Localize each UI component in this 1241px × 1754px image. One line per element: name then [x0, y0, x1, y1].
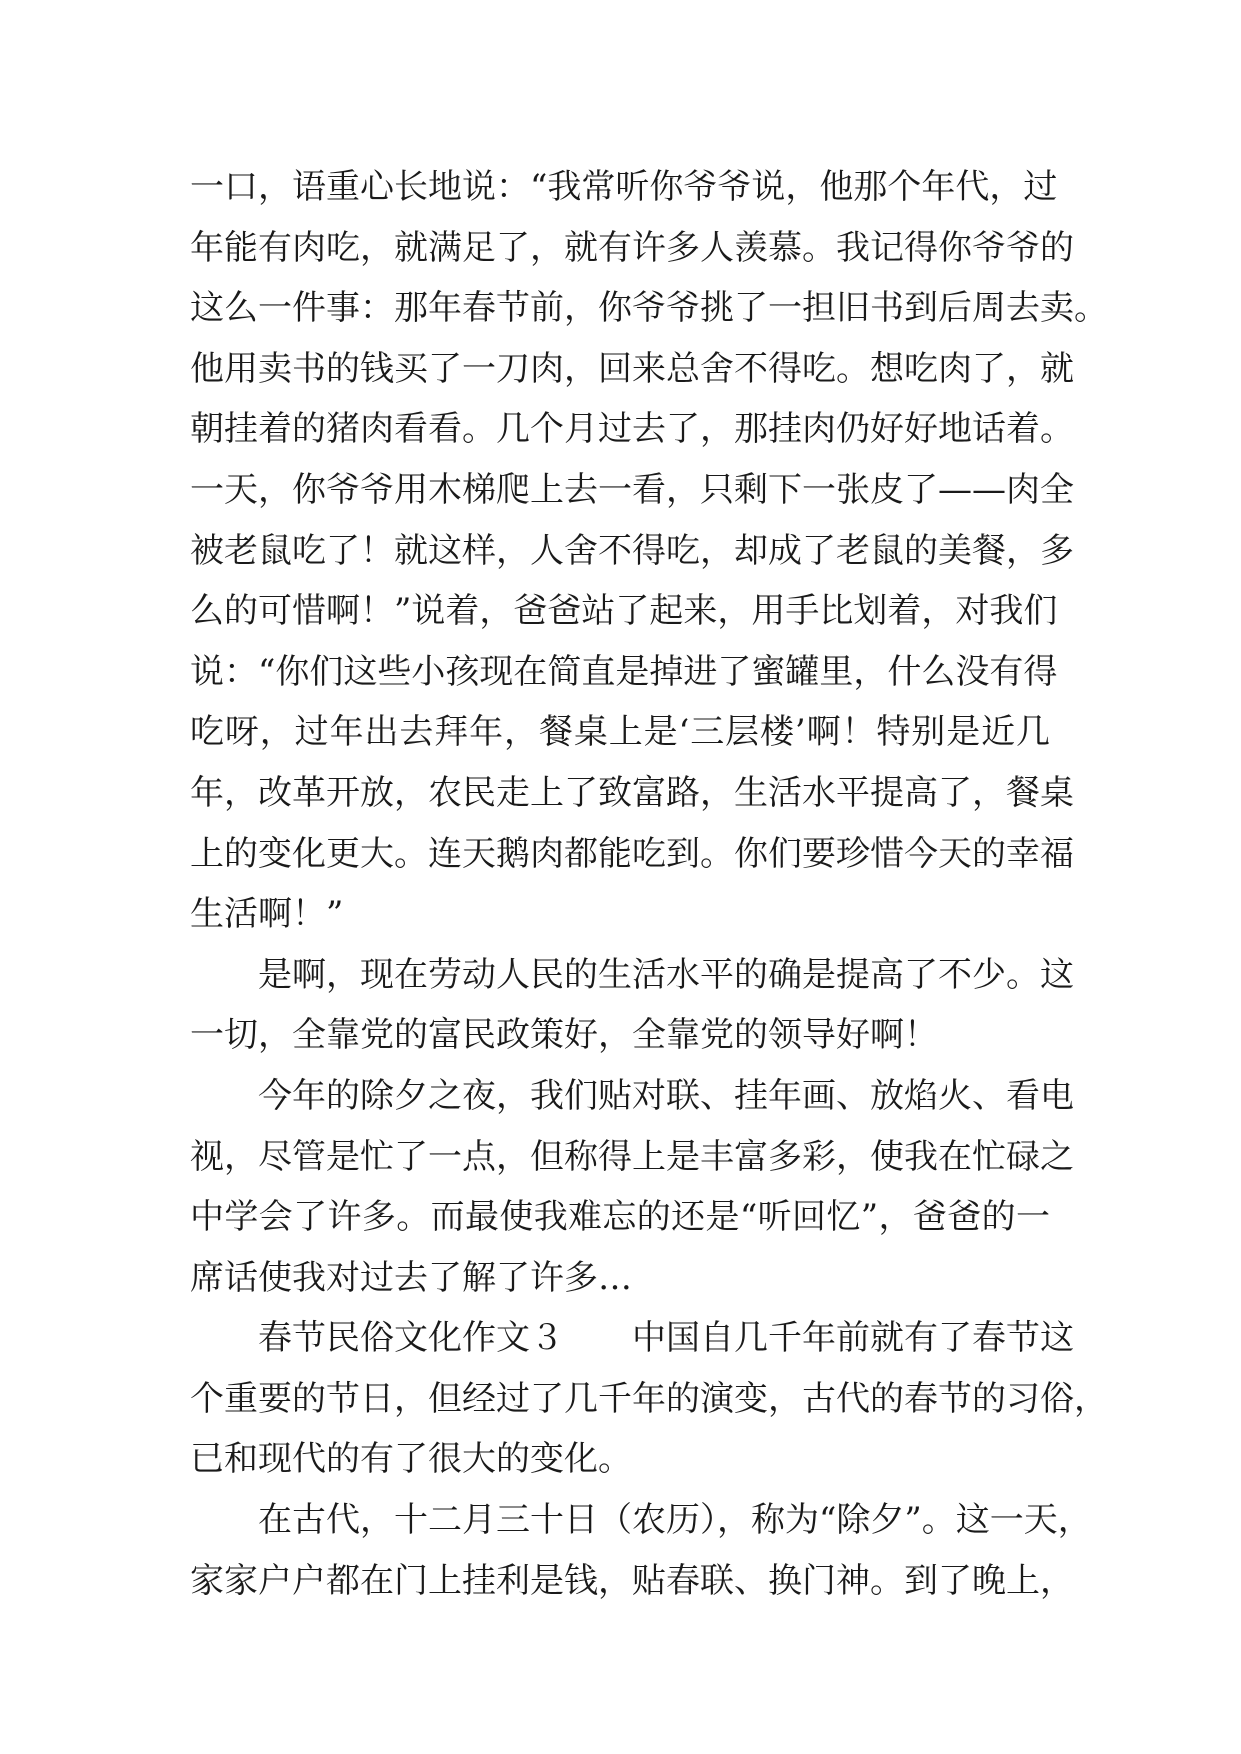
text-line: 年能有肉吃，就满足了，就有许多人羡慕。我记得你爷爷的 [190, 227, 1074, 268]
document-body [190, 157, 1108, 1611]
text-line: 么的可惜啊！”说着，爸爸站了起来，用手比划着，对我们 [190, 591, 1058, 632]
text-line: 席话使我对过去了解了许多… [190, 1257, 632, 1298]
text-line: 生活啊！” [190, 894, 344, 935]
paragraph-first-line: 是啊，现在劳动人民的生活水平的确是提高了不少。这 [258, 954, 1074, 995]
text-line: 一天，你爷爷用木梯爬上去一看，只剩下一张皮了——肉全 [190, 469, 1074, 510]
text-line: 中学会了许多。而最使我难忘的还是“听回忆”，爸爸的一 [190, 1197, 1050, 1238]
text-line: 说：“你们这些小孩现在简直是掉进了蜜罐里，什么没有得 [190, 651, 1058, 692]
text-line: 朝挂着的猪肉看看。几个月过去了，那挂肉仍好好地话着。 [190, 409, 1074, 450]
text-line: 上的变化更大。连天鹅肉都能吃到。你们要珍惜今天的幸福 [190, 833, 1074, 874]
text-line: 他用卖书的钱买了一刀肉，回来总舍不得吃。想吃肉了，就 [190, 348, 1074, 389]
paragraph-first-line: 春节民俗文化作文３ 中国自几千年前就有了春节这 [258, 1318, 1074, 1359]
paragraph-first-line: 今年的除夕之夜，我们贴对联、挂年画、放焰火、看电 [258, 1075, 1074, 1116]
text-line: 年，改革开放，农民走上了致富路，生活水平提高了，餐桌 [190, 772, 1074, 813]
paragraph-first-line: 在古代，十二月三十日（农历），称为“除夕”。这一天， [258, 1500, 1092, 1541]
text-line: 已和现代的有了很大的变化。 [190, 1439, 632, 1480]
text-line: 家家户户都在门上挂利是钱，贴春联、换门神。到了晚上， [190, 1560, 1074, 1601]
text-line: 被老鼠吃了！就这样，人舍不得吃，却成了老鼠的美餐，多 [190, 530, 1074, 571]
text-line: 个重要的节日，但经过了几千年的演变，古代的春节的习俗， [190, 1378, 1108, 1419]
text-line: 视，尽管是忙了一点，但称得上是丰富多彩，使我在忙碌之 [190, 1136, 1074, 1177]
text-line: 这么一件事：那年春节前，你爷爷挑了一担旧书到后周去卖。 [190, 288, 1108, 329]
text-line: 一口，语重心长地说：“我常听你爷爷说，他那个年代，过 [190, 167, 1058, 207]
text-line: 吃呀，过年出去拜年，餐桌上是‘三层楼’啊！特别是近几 [190, 712, 1050, 753]
text-line: 一切，全靠党的富民政策好，全靠党的领导好啊！ [190, 1015, 938, 1056]
